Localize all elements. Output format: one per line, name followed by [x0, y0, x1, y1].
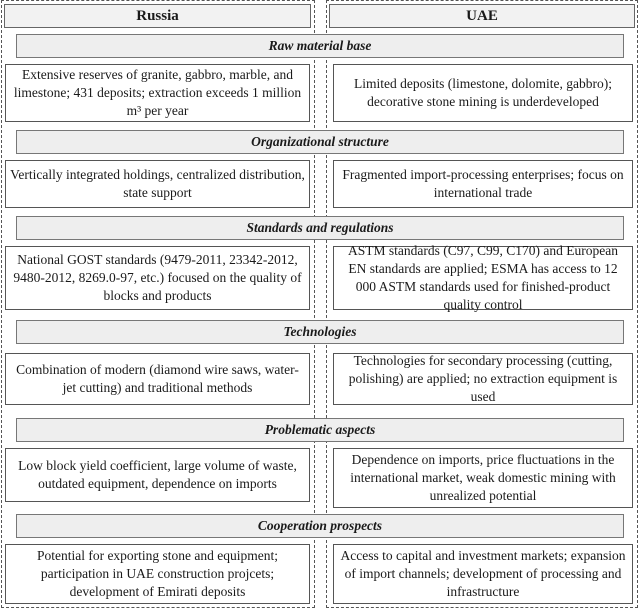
- section-title-technologies: Technologies: [16, 320, 624, 344]
- uae-technologies-box: Technologies for secondary processing (cutting, polishing) are applied; no extraction equipment is used: [333, 353, 633, 405]
- uae-column-header: UAE: [329, 4, 635, 28]
- russia-technologies-box: Combination of modern (diamond wire saws, water-jet cutting) and traditional methods: [5, 353, 310, 405]
- uae-cooperation-box: Access to capital and investment markets; expansion of import channels; development of processing and infrastructure: [333, 544, 633, 604]
- section-title-problematic: Problematic aspects: [16, 418, 624, 442]
- section-title-cooperation: Cooperation prospects: [16, 514, 624, 538]
- russia-cooperation-box: Potential for exporting stone and equipment; participation in UAE construction projcets; development of Emirati deposits: [5, 544, 310, 604]
- section-title-raw-material: Raw material base: [16, 34, 624, 58]
- uae-standards-box: ASTM standards (C97, C99, C170) and European EN standards are applied; ESMA has access to 12 000 ASTM standards used for finished-product quality control: [333, 246, 633, 310]
- uae-raw-material-box: Limited deposits (limestone, dolomite, gabbro); decorative stone mining is underdeveloped: [333, 64, 633, 122]
- russia-standards-box: National GOST standards (9479-2011, 23342-2012, 9480-2012, 8269.0-97, etc.) focused on the quality of blocks and products: [5, 246, 310, 310]
- section-title-standards: Standards and regulations: [16, 216, 624, 240]
- russia-organizational-box: Vertically integrated holdings, centralized distribution, state support: [5, 160, 310, 208]
- uae-problematic-box: Dependence on imports, price fluctuations in the international market, weak domestic mining with unrealized potential: [333, 448, 633, 508]
- uae-organizational-box: Fragmented import-processing enterprises; focus on international trade: [333, 160, 633, 208]
- section-title-organizational: Organizational structure: [16, 130, 624, 154]
- russia-raw-material-box: Extensive reserves of granite, gabbro, marble, and limestone; 431 deposits; extraction exceeds 1 million m³ per year: [5, 64, 310, 122]
- russia-problematic-box: Low block yield coefficient, large volume of waste, outdated equipment, dependence on imports: [5, 448, 310, 502]
- russia-column-header: Russia: [4, 4, 311, 28]
